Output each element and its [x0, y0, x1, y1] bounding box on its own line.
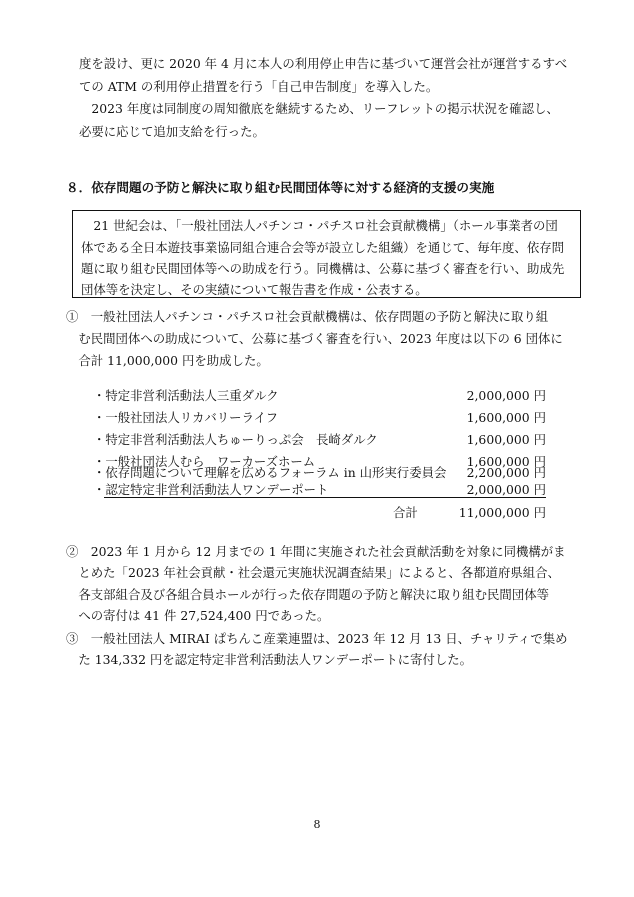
total-label: 合計: [393, 505, 418, 520]
donation-amount: 1,600,000 円: [466, 410, 546, 425]
donation-recipient: ・特定非営利活動法人三重ダルク: [93, 388, 279, 403]
donation-recipient: ・一般社団法人リカバリーライフ: [93, 410, 278, 425]
summary-box: [72, 210, 581, 298]
summary-line: 題に取り組む民間団体等への助成を行う。同機構は、公募に基づく審査を行い、助成先: [81, 261, 565, 276]
intro-line: 2023 年度は同制度の周知徹底を継続するため、リーフレットの掲示状況を確認し、: [79, 101, 559, 116]
intro-line: 必要に応じて追加支給を行った。: [79, 124, 265, 139]
section-heading: ８．依存問題の予防と解決に取り組む民間団体等に対する経済的支援の実施: [66, 180, 495, 195]
intro-line: 度を設け、更に 2020 年 4 月に本人の利用停止申告に基づいて運営会社が運営するすべ: [79, 56, 568, 71]
item3-line: ③ 一般社団法人 MIRAI ぱちんこ産業連盟は、2023 年 12 月 13 日、チャリティで集め: [66, 631, 568, 646]
total-divider: [104, 497, 546, 498]
summary-line: 21 世紀会は、「一般社団法人パチンコ・パチスロ社会貢献機構」（ホール事業者の団: [81, 218, 558, 233]
page-number: 8: [313, 818, 321, 831]
summary-line: 団体等を決定し、その実績について報告書を作成・公表する。: [81, 282, 428, 297]
intro-line: ての ATM の利用停止措置を行う「自己申告制度」を導入した。: [79, 79, 439, 94]
item2-line: 各支部組合及び各組合員ホールが行った依存問題の予防と解決に取り組む民間団体等: [66, 587, 549, 602]
item2-line: への寄付は 41 件 27,524,400 円であった。: [66, 608, 330, 623]
donation-amount: 1,600,000 円: [466, 432, 546, 447]
summary-line: 体である全日本遊技事業協同組合連合会等が設立した組織）を通じて、毎年度、依存問: [81, 240, 564, 255]
item3-line: た 134,332 円を認定特定非営利活動法人ワンデーポートに寄付した。: [66, 652, 473, 667]
donation-recipient: ・一般社団法人むら ワーカーズホーム: [93, 454, 316, 469]
item2-line: とめた「2023 年社会貢献・社会還元実施状況調査結果」によると、各都道府県組合、: [66, 565, 560, 580]
donation-amount: 2,000,000 円: [466, 482, 546, 497]
donation-amount: 1,600,000 円: [466, 454, 546, 469]
donation-amount: 2,000,000 円: [466, 388, 546, 403]
total-amount: 11,000,000 円: [458, 505, 546, 520]
item1-line: む民間団体への助成について、公募に基づく審査を行い、2023 年度は以下の 6 団体に: [66, 331, 563, 346]
item1-line: ① 一般社団法人パチンコ・パチスロ社会貢献機構は、依存問題の予防と解決に取り組: [66, 309, 549, 324]
donation-amount: 2,200,000 円: [466, 465, 546, 480]
item2-line: ② 2023 年 1 月から 12 月までの 1 年間に実施された社会貢献活動を対象に同機構がま: [66, 544, 566, 559]
donation-recipient: ・特定非営利活動法人ちゅーりっぷ会 長崎ダルク: [93, 432, 378, 447]
donation-recipient: ・依存問題について理解を広めるフォーラム in 山形実行委員会: [93, 465, 447, 480]
donation-recipient: ・認定特定非営利活動法人ワンデーポート: [93, 482, 329, 497]
item1-line: 合計 11,000,000 円を助成した。: [66, 353, 269, 368]
